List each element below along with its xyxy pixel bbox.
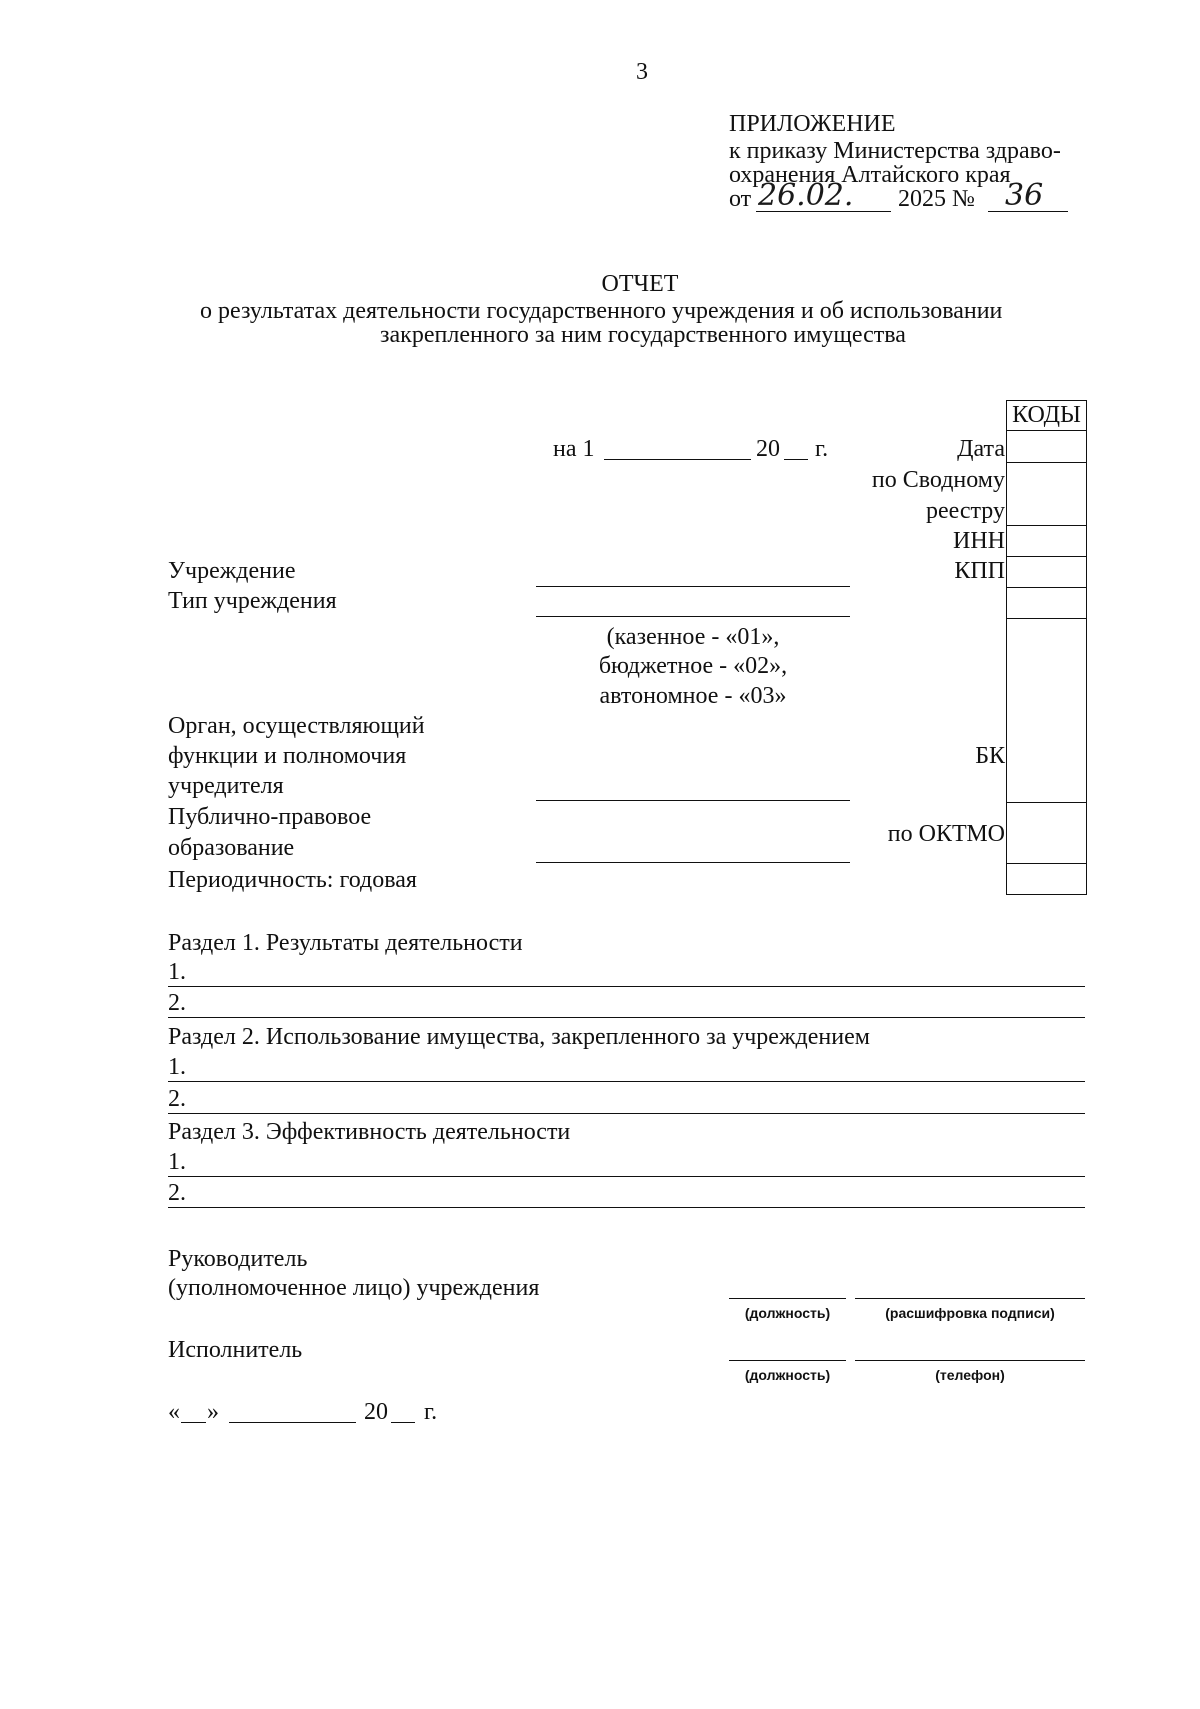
section-2-title: Раздел 2. Использование имущества, закрепленного за учреждением bbox=[168, 1024, 870, 1050]
footer-day-blank[interactable] bbox=[181, 1422, 206, 1423]
report-date-blank[interactable] bbox=[604, 459, 751, 460]
appendix-number-underline bbox=[988, 211, 1068, 212]
field-period: Периодичность: годовая bbox=[168, 867, 417, 893]
footer-year-blank[interactable] bbox=[391, 1422, 415, 1423]
field-type-label: Тип учреждения bbox=[168, 588, 337, 614]
item-number: 2. bbox=[168, 990, 186, 1016]
signature-head-decode-caption: (расшифровка подписи) bbox=[885, 1305, 1055, 1321]
item-number: 1. bbox=[168, 1149, 186, 1175]
footer-date-suffix: г. bbox=[424, 1399, 438, 1425]
field-organ-label2: функции и полномочия bbox=[168, 743, 407, 769]
field-organ-label1: Орган, осуществляющий bbox=[168, 713, 425, 739]
section-1-title: Раздел 1. Результаты деятельности bbox=[168, 930, 523, 956]
item-number: 2. bbox=[168, 1086, 186, 1112]
signature-head-position-caption: (должность) bbox=[744, 1305, 831, 1321]
appendix-date-underline bbox=[756, 211, 891, 212]
codes-cell-date[interactable] bbox=[1007, 430, 1086, 431]
codes-cell-type[interactable] bbox=[1007, 587, 1086, 588]
report-title: ОТЧЕТ bbox=[601, 271, 679, 297]
signature-head-position-blank[interactable] bbox=[729, 1298, 846, 1299]
signature-head-label2: (уполномоченное лицо) учреждения bbox=[168, 1275, 540, 1301]
field-public-blank[interactable] bbox=[536, 862, 850, 863]
field-type-note3: автономное - «03» bbox=[599, 683, 787, 709]
field-type-note1: (казенное - «01», bbox=[606, 624, 780, 650]
field-institution-blank[interactable] bbox=[536, 586, 850, 587]
signature-executor-label: Исполнитель bbox=[168, 1337, 303, 1363]
field-organ-label3: учредителя bbox=[168, 773, 284, 799]
field-type-blank[interactable] bbox=[536, 616, 850, 617]
appendix-number-handwritten: 36 bbox=[1005, 178, 1044, 213]
field-type-note2: бюджетное - «02», bbox=[598, 653, 788, 679]
appendix-from-label: от bbox=[729, 186, 752, 212]
codes-label-inn: ИНН bbox=[953, 528, 1005, 554]
codes-label-svod2: реестру bbox=[925, 498, 1005, 524]
signature-exec-phone-caption: (телефон) bbox=[935, 1367, 1005, 1383]
footer-month-blank[interactable] bbox=[229, 1422, 356, 1423]
field-institution-label: Учреждение bbox=[168, 558, 296, 584]
page-number: 3 bbox=[636, 59, 648, 85]
appendix-line1: к приказу Министерства здраво- bbox=[729, 138, 1061, 164]
appendix-line2: охранения Алтайского края bbox=[729, 162, 1011, 188]
codes-label-svod1: по Сводному bbox=[871, 467, 1005, 493]
codes-table bbox=[1006, 400, 1087, 895]
item-number: 1. bbox=[168, 1054, 186, 1080]
field-organ-blank[interactable] bbox=[536, 800, 850, 801]
report-subtitle-line2: закрепленного за ним государственного имущества bbox=[380, 322, 906, 348]
report-date-year: 20 bbox=[756, 436, 780, 462]
codes-cell-period[interactable] bbox=[1007, 863, 1086, 864]
report-year-blank[interactable] bbox=[784, 459, 808, 460]
signature-exec-phone-blank[interactable] bbox=[855, 1360, 1085, 1361]
footer-date-close: » bbox=[207, 1399, 219, 1425]
footer-date-year: 20 bbox=[364, 1399, 388, 1425]
report-date-prefix: на 1 bbox=[553, 436, 595, 462]
codes-cell-bk[interactable] bbox=[1007, 618, 1086, 619]
signature-exec-position-blank[interactable] bbox=[729, 1360, 846, 1361]
field-public-label2: образование bbox=[168, 835, 295, 861]
codes-cell-kpp[interactable] bbox=[1007, 556, 1086, 557]
codes-label-oktmo: по ОКТМО bbox=[887, 821, 1005, 847]
item-number: 2. bbox=[168, 1180, 186, 1206]
appendix-date-handwritten: 26.02. bbox=[758, 178, 854, 213]
codes-label-kpp: КПП bbox=[954, 558, 1005, 584]
appendix-year-label: 2025 № bbox=[898, 186, 975, 212]
codes-cell-oktmo[interactable] bbox=[1007, 802, 1086, 803]
item-number: 1. bbox=[168, 959, 186, 985]
codes-header: КОДЫ bbox=[1012, 402, 1081, 428]
field-public-label1: Публично-правовое bbox=[168, 804, 372, 830]
section-3-title: Раздел 3. Эффективность деятельности bbox=[168, 1119, 571, 1145]
signature-head-decode-blank[interactable] bbox=[855, 1298, 1085, 1299]
footer-date-open: « bbox=[168, 1399, 180, 1425]
codes-cell-inn[interactable] bbox=[1007, 525, 1086, 526]
report-date-suffix: г. bbox=[815, 436, 829, 462]
appendix-title: ПРИЛОЖЕНИЕ bbox=[729, 111, 896, 137]
signature-exec-position-caption: (должность) bbox=[744, 1367, 831, 1383]
codes-label-date: Дата bbox=[957, 436, 1005, 462]
codes-cell-svod[interactable] bbox=[1007, 462, 1086, 463]
report-subtitle-line1: о результатах деятельности государственного учреждения и об использовании bbox=[200, 298, 1003, 324]
signature-head-label1: Руководитель bbox=[168, 1246, 308, 1272]
codes-label-bk: БК bbox=[975, 743, 1005, 769]
